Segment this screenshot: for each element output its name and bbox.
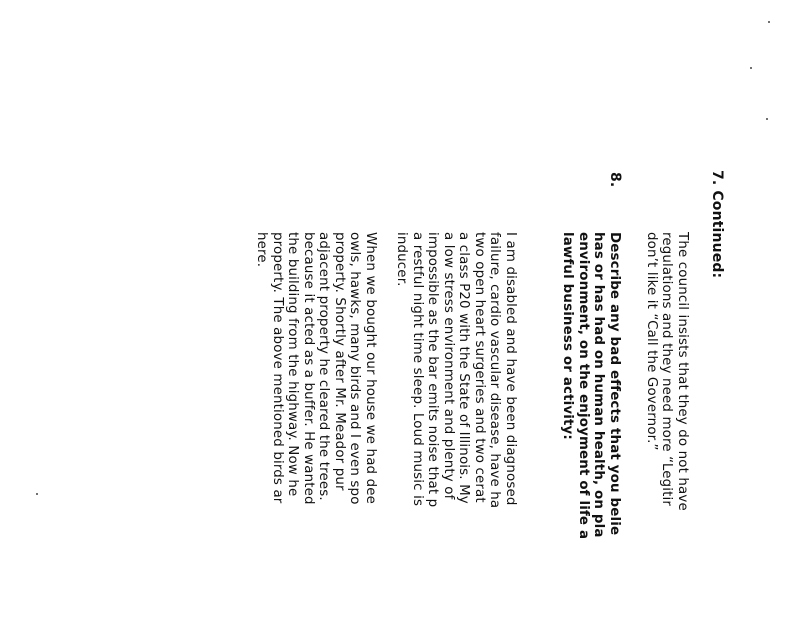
answer-1-line: I am disabled and have been diagnosed — [503, 232, 518, 506]
answer-2-line: the building from the highway. Now he — [285, 232, 301, 497]
scan-speck — [768, 21, 770, 23]
section-7-paragraph — [644, 232, 691, 511]
answer-1-line: a low stress environment and plenty of — [441, 232, 456, 500]
section-7-line: don’t like it “Call the Governor.” — [644, 232, 659, 451]
section-8-question — [560, 232, 622, 539]
section-7-heading — [709, 170, 725, 278]
answer-1-line: two open heart surgeries and two cerat — [472, 232, 487, 503]
answer-2-line: When we bought our house we had dee — [363, 232, 378, 505]
answer-2-line: because it acted as a buffer. He wanted — [301, 232, 316, 505]
answer-1-line: impossible as the bar emits noise that p — [425, 232, 441, 508]
answer-1-line: a class P20 with the State of Illinois. My — [456, 232, 472, 504]
answer-2-line: here. — [254, 232, 270, 268]
answer-1-line: failure, cardio vascular disease, have ha — [487, 232, 503, 509]
answer-2-line: property. The above mentioned birds ar — [270, 232, 285, 504]
section-8-question-line: Describe any bad effects that you belie — [607, 232, 622, 536]
section-7-line: regulations and they need more “Legitir — [659, 232, 675, 507]
section-8-number — [607, 172, 623, 187]
section-8-answer-paragraph-1 — [394, 232, 518, 508]
answer-2-line: owls, hawks, many birds and I even spo — [347, 232, 363, 505]
answer-2-line: adjacent property he cleared the trees. — [316, 232, 332, 501]
section-7-line: The council insists that they do not have — [675, 232, 690, 511]
scan-speck — [766, 118, 768, 120]
section-8-question-line: has or has had on human health, on pla — [591, 232, 607, 538]
section-8-question-line: lawful business or activity: — [560, 232, 576, 440]
scan-speck — [750, 67, 752, 69]
answer-1-line: inducer. — [394, 232, 410, 287]
section-8-question-line: environment, on the enjoyment of life a — [576, 232, 591, 540]
answer-2-line: property. Shortly after Mr. Meador pur — [332, 232, 347, 491]
section-8-answer-paragraph-2 — [254, 232, 378, 505]
section-8-number-text: 8. — [607, 172, 623, 188]
scan-speck — [36, 493, 38, 495]
section-7-heading-text: 7. Continued: — [709, 170, 725, 279]
answer-1-line: a restful night time sleep. Loud music is — [410, 232, 425, 507]
